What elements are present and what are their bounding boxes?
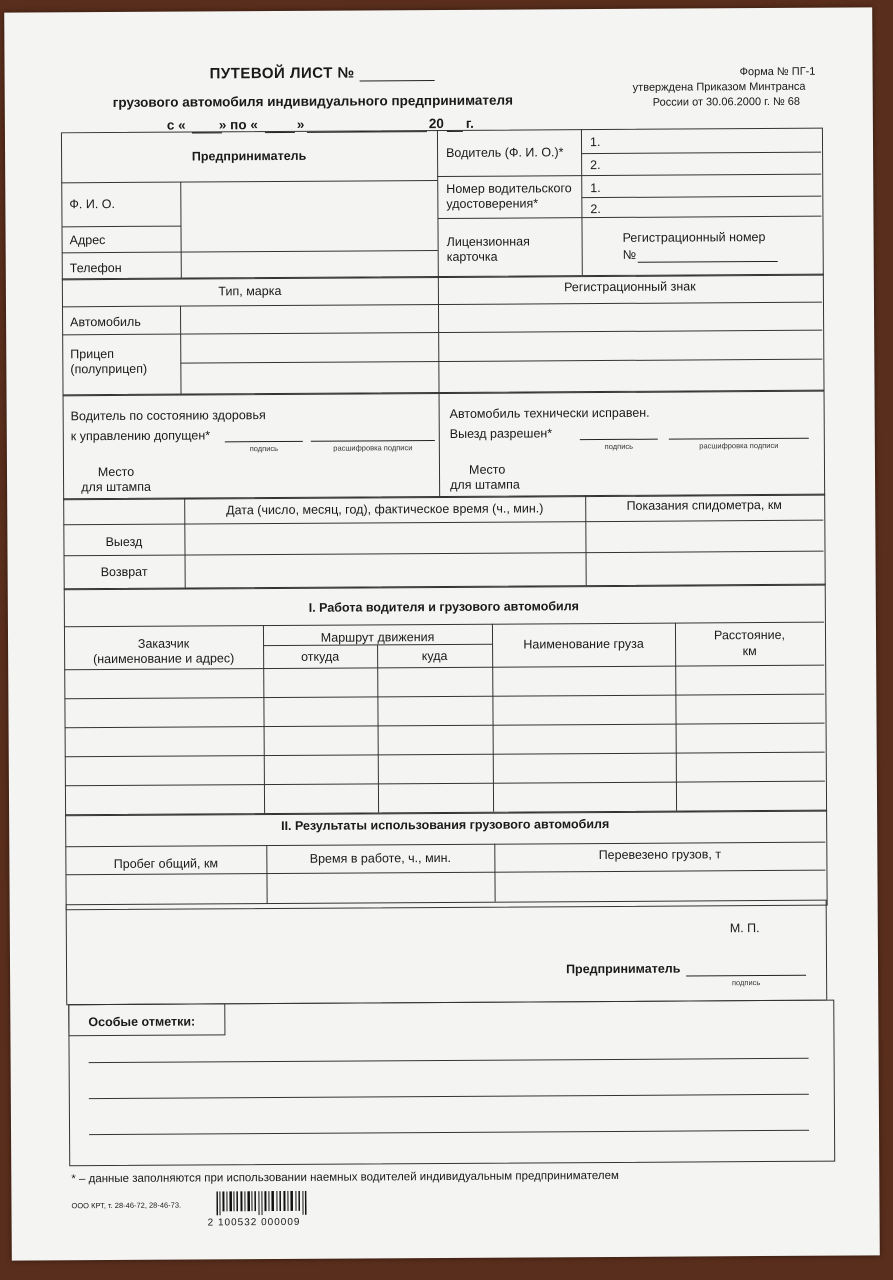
reg-number-label: Регистрационный номер <box>622 230 766 245</box>
return-label: Возврат <box>100 564 148 580</box>
license-label: Номер водительского удостоверения* <box>446 181 572 211</box>
driver-health-1: Водитель по состоянию здоровья <box>70 408 266 424</box>
signature-caption: подпись <box>249 443 279 454</box>
footnote: * – данные заполняются при использовании наемных водителей индивидуальным предпринимателем <box>71 1169 619 1186</box>
notes-title: Особые отметки: <box>88 1014 196 1030</box>
type-brand-label: Тип, марка <box>218 283 282 299</box>
distance-label-2: км <box>742 644 757 659</box>
entrepreneur-heading: Предприниматель <box>191 148 307 164</box>
stamp-place2-1: Место <box>468 462 506 477</box>
signature-caption-2: подпись <box>604 441 634 452</box>
sig-right <box>826 900 828 1000</box>
from-label: откуда <box>301 649 340 664</box>
date-from-prefix: с « <box>166 117 186 133</box>
route-label: Маршрут движения <box>320 630 435 645</box>
customer-label-1: Заказчик <box>137 636 190 651</box>
driver-num-1: 1. <box>589 135 601 150</box>
entrepreneur-sign-label: Предприниматель <box>566 961 681 977</box>
reg-no-label: № <box>622 247 637 262</box>
section1-title: I. Работа водителя и грузового автомобиля <box>308 599 580 615</box>
fio-label: Ф. И. О. <box>69 196 115 212</box>
license-num-1: 1. <box>590 181 601 196</box>
trailer-label: Прицеп (полуприцеп) <box>70 346 148 377</box>
departure-label: Выезд <box>105 534 143 550</box>
form-approved: утверждена Приказом Минтранса <box>632 80 806 94</box>
form-code <box>740 65 816 80</box>
signature-decode-caption-2: расшифровка подписи <box>699 440 779 451</box>
form-subtitle: грузового автомобиля индивидуального предпринимателя <box>112 92 514 111</box>
phone-label: Телефон <box>69 260 122 276</box>
car-ok-2: Выезд разрешен* <box>449 426 553 441</box>
stamp-place-1: Место <box>97 464 135 480</box>
speedometer-label: Показания спидометра, км <box>626 497 782 513</box>
car-label: Автомобиль <box>70 314 141 330</box>
cargo-label: Наименование груза <box>523 636 644 652</box>
car-ok-1: Автомобиль технически исправен. <box>449 405 650 421</box>
distance-label-1: Расстояние, <box>713 627 786 643</box>
customer-label-2: (наименование и адрес) <box>93 651 235 667</box>
barcode-icon <box>216 1191 306 1216</box>
stamp-place-2: для штампа <box>81 479 151 495</box>
form-title: ПУТЕВОЙ ЛИСТ № <box>209 64 355 83</box>
date-mid-1: » по « <box>218 117 258 133</box>
barcode <box>216 1191 306 1216</box>
driver-health-2: к управлению допущен* <box>70 428 211 444</box>
barcode-digits: 2 100532 000009 <box>207 1216 301 1229</box>
entrepreneur-signature-caption: подпись <box>731 978 761 988</box>
to-label: куда <box>421 648 448 664</box>
section2-title: II. Результаты использования грузового автомобиля <box>281 816 610 833</box>
license-num-2: 2. <box>590 202 601 217</box>
form-code-text: Форма № ПГ-1 <box>739 65 816 79</box>
year-suffix: г. <box>465 115 474 131</box>
work-time-label: Время в работе, ч., мин. <box>309 850 452 866</box>
waybill-form <box>4 7 880 1260</box>
address-label: Адрес <box>69 233 106 248</box>
year-prefix: 20 <box>428 115 444 132</box>
license-card-label: Лицензионная карточка <box>446 234 530 264</box>
driver-label: Водитель (Ф. И. О.)* <box>446 145 564 160</box>
signature-decode-caption: расшифровка подписи <box>333 443 413 453</box>
title-number-line <box>360 80 435 81</box>
reg-sign-label: Регистрационный знак <box>564 279 696 295</box>
sig-left <box>66 904 68 1004</box>
form-approved-date: России от 30.06.2000 г. № 68 <box>652 95 801 109</box>
date-time-label: Дата (число, месяц, год), фактическое время (ч., мин.) <box>226 501 544 518</box>
cargo-total-label: Перевезено грузов, т <box>598 847 722 863</box>
mp-label: М. П. <box>729 921 760 936</box>
printer-info: ООО КРТ, т. 28-46-72, 28-46-73. <box>71 1200 182 1211</box>
driver-num-2: 2. <box>590 158 601 173</box>
mileage-label: Пробег общий, км <box>113 856 219 872</box>
stamp-place2-2: для штампа <box>450 477 520 492</box>
date-mid-2: » <box>296 116 305 132</box>
